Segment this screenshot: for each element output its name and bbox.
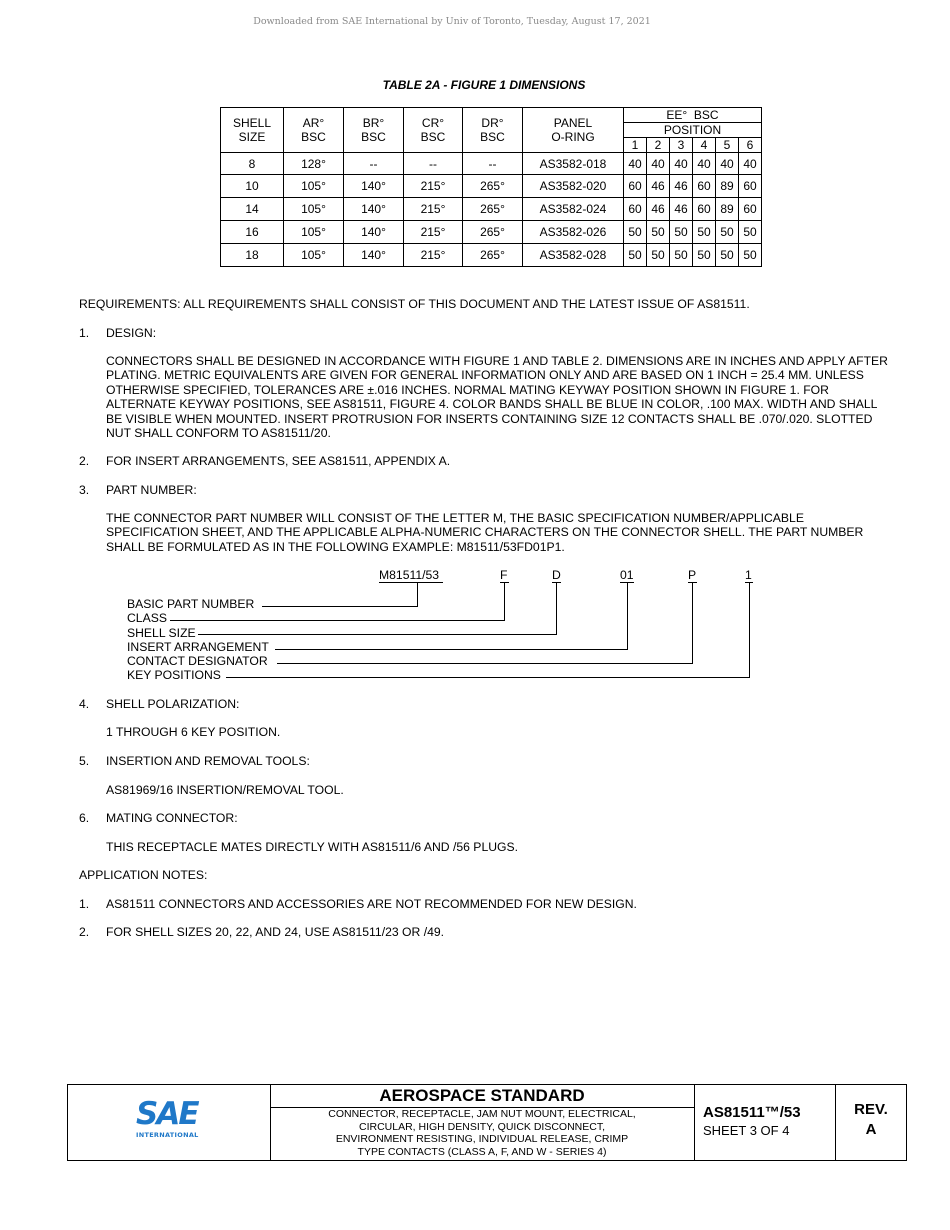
cell-ee: 60	[624, 198, 647, 221]
section-5-body: AS81969/16 INSERTION/REMOVAL TOOL.	[106, 783, 344, 797]
header-dr: DR° BSC	[463, 108, 523, 153]
revision-label: REV.	[854, 1101, 888, 1118]
cell-ar: 105°	[284, 244, 344, 267]
header-position-3: 3	[670, 138, 693, 153]
pn-segment-key: 1	[745, 568, 752, 582]
cell-br: 140°	[344, 221, 404, 244]
document-number: AS81511™/53	[703, 1104, 801, 1121]
cell-ar: 128°	[284, 153, 344, 175]
document-number-cell	[695, 1085, 836, 1160]
header-position-4: 4	[693, 138, 716, 153]
header-br: BR° BSC	[344, 108, 404, 153]
section-6-title: MATING CONNECTOR:	[106, 811, 238, 825]
cell-ee: 40	[716, 153, 739, 175]
cell-br: 140°	[344, 175, 404, 198]
cell-ee: 46	[647, 175, 670, 198]
cell-ee: 60	[739, 175, 762, 198]
note-1-text: AS81511 CONNECTORS AND ACCESSORIES ARE NOT RECOMMENDED FOR NEW DESIGN.	[106, 897, 637, 911]
requirements-statement: REQUIREMENTS: ALL REQUIREMENTS SHALL CONSIST OF THIS DOCUMENT AND THE LATEST ISSUE OF AS81511.	[79, 297, 750, 311]
pn-leader	[417, 583, 418, 606]
cell-ee: 50	[716, 221, 739, 244]
pn-leader	[198, 634, 557, 635]
cell-ee: 60	[693, 175, 716, 198]
pn-leader	[275, 649, 628, 650]
cell-ar: 105°	[284, 198, 344, 221]
header-ee-bsc: EE° BSC	[624, 108, 762, 123]
section-4-number: 4.	[79, 697, 90, 711]
standard-title: AEROSPACE STANDARD	[270, 1085, 694, 1108]
cell-ee: 50	[670, 244, 693, 267]
revision-cell	[836, 1085, 906, 1160]
cell-shell: 14	[221, 198, 284, 221]
cell-dr: --	[463, 153, 523, 175]
cell-dr: 265°	[463, 175, 523, 198]
pn-label-basic: BASIC PART NUMBER	[127, 597, 255, 611]
pn-segment-class: F	[500, 568, 508, 582]
section-6-body: THIS RECEPTACLE MATES DIRECTLY WITH AS81511/6 AND /56 PLUGS.	[106, 840, 519, 854]
cell-ee: 50	[670, 221, 693, 244]
cell-dr: 265°	[463, 244, 523, 267]
header-position-1: 1	[624, 138, 647, 153]
section-4-title: SHELL POLARIZATION:	[106, 697, 240, 711]
section-6-number: 6.	[79, 811, 90, 825]
cell-shell: 8	[221, 153, 284, 175]
pn-leader	[627, 583, 628, 649]
cell-dr: 265°	[463, 221, 523, 244]
cell-cr: --	[404, 153, 463, 175]
section-5-number: 5.	[79, 754, 90, 768]
header-position-5: 5	[716, 138, 739, 153]
cell-ee: 50	[624, 221, 647, 244]
pn-leader	[226, 677, 750, 678]
cell-ee: 50	[716, 244, 739, 267]
sae-logo	[136, 1096, 206, 1143]
cell-shell: 16	[221, 221, 284, 244]
pn-leader	[749, 583, 750, 678]
cell-ee: 50	[693, 244, 716, 267]
cell-ee: 60	[624, 175, 647, 198]
section-2-number: 2.	[79, 454, 90, 468]
cell-ee: 60	[693, 198, 716, 221]
cell-cr: 215°	[404, 198, 463, 221]
pn-underline	[379, 582, 443, 583]
sheet-number: SHEET 3 OF 4	[703, 1123, 790, 1138]
note-1-number: 1.	[79, 897, 90, 911]
cell-ee: 46	[647, 198, 670, 221]
table-row	[221, 175, 762, 198]
cell-ee: 40	[624, 153, 647, 175]
pn-leader	[556, 583, 557, 634]
pn-label-insert: INSERT ARRANGEMENT	[127, 640, 269, 654]
section-1-body: CONNECTORS SHALL BE DESIGNED IN ACCORDANCE WITH FIGURE 1 AND TABLE 2. DIMENSIONS ARE IN INCHES AND APPLY AFTER PLATING. METRIC EQUIVALENTS ARE GIVEN FOR GENERAL INFORMATION ONLY AND ARE BASED ON 1 INCH = 25.4 MM. UNLESS OTHERWISE SPECIFIED, TOLERANCES ARE ±.016 INCHES. NORMAL MATING KEYWAY POSITION SHOWN IN FIGURE 1. FOR ALTERNATE KEYWAY POSITIONS, SEE AS81511, FIGURE 4. COLOR BANDS SHALL BE BLUE IN COLOR, .100 MAX. WIDTH AND SHALL BE VISIBLE WHEN MOUNTED. INSERT PROTRUSION FOR INSERTS CONTAINING SIZE 12 CONTACTS SHALL BE .070/.020. SLOTTED NUT SHALL CONFORM TO AS81511/20.	[106, 354, 888, 441]
cell-ee: 40	[647, 153, 670, 175]
pn-leader	[262, 606, 418, 607]
cell-shell: 10	[221, 175, 284, 198]
title-cell	[270, 1085, 695, 1160]
section-3-title: PART NUMBER:	[106, 483, 197, 497]
header-ar: AR° BSC	[284, 108, 344, 153]
cell-cr: 215°	[404, 175, 463, 198]
pn-leader	[277, 663, 693, 664]
pn-label-key: KEY POSITIONS	[127, 668, 221, 682]
cell-cr: 215°	[404, 244, 463, 267]
cell-ee: 40	[693, 153, 716, 175]
table-row	[221, 153, 762, 175]
cell-ee: 89	[716, 175, 739, 198]
cell-dr: 265°	[463, 198, 523, 221]
pn-segment-basic: M81511/53	[379, 568, 440, 582]
header-panel-oring: PANEL O-RING	[523, 108, 624, 153]
cell-ee: 89	[716, 198, 739, 221]
pn-label-contact: CONTACT DESIGNATOR	[127, 654, 268, 668]
pn-leader	[504, 583, 505, 620]
pn-leader	[692, 583, 693, 663]
cell-ar: 105°	[284, 221, 344, 244]
cell-ee: 50	[693, 221, 716, 244]
table-row	[221, 244, 762, 267]
cell-panel: AS3582-018	[523, 153, 624, 175]
table-row	[221, 198, 762, 221]
cell-ee: 50	[739, 221, 762, 244]
section-4-body: 1 THROUGH 6 KEY POSITION.	[106, 725, 281, 739]
pn-segment-contact: P	[688, 568, 697, 582]
table-title: TABLE 2A - FIGURE 1 DIMENSIONS	[382, 78, 586, 92]
pn-segment-shell-size: D	[552, 568, 561, 582]
cell-ee: 40	[739, 153, 762, 175]
cell-panel: AS3582-026	[523, 221, 624, 244]
section-1-number: 1.	[79, 326, 90, 340]
title-block	[67, 1084, 907, 1161]
header-cr: CR° BSC	[404, 108, 463, 153]
table-row	[221, 221, 762, 244]
dimensions-table	[220, 107, 762, 267]
cell-br: 140°	[344, 198, 404, 221]
cell-ee: 50	[624, 244, 647, 267]
sae-logo-wordmark: SAE	[136, 1096, 198, 1132]
section-3-body: THE CONNECTOR PART NUMBER WILL CONSIST OF THE LETTER M, THE BASIC SPECIFICATION NUMBER/APPLICABLE SPECIFICATION SHEET, AND THE APPLICABLE ALPHA-NUMERIC CHARACTERS ON THE CONNECTOR SHELL. THE PART NUMBER SHALL BE FORMULATED AS IN THE FOLLOWING EXAMPLE: M81511/53FD01P1.	[106, 511, 864, 554]
section-5-title: INSERTION AND REMOVAL TOOLS:	[106, 754, 310, 768]
pn-leader	[170, 620, 505, 621]
cell-ar: 105°	[284, 175, 344, 198]
cell-shell: 18	[221, 244, 284, 267]
cell-ee: 60	[739, 198, 762, 221]
application-notes-heading: APPLICATION NOTES:	[79, 868, 208, 882]
document-description: CONNECTOR, RECEPTACLE, JAM NUT MOUNT, ELECTRICAL, CIRCULAR, HIGH DENSITY, QUICK DISCONNECT, ENVIRONMENT RESISTING, INDIVIDUAL RELEASE, CRIMP TYPE CONTACTS (CLASS A, F, AND W - SERIES 4)	[328, 1108, 636, 1158]
header-position-2: 2	[647, 138, 670, 153]
pn-label-shell-size: SHELL SIZE	[127, 626, 196, 640]
cell-ee: 50	[647, 244, 670, 267]
cell-panel: AS3582-028	[523, 244, 624, 267]
cell-ee: 50	[647, 221, 670, 244]
download-watermark: Downloaded from SAE International by Univ of Toronto, Tuesday, August 17, 2021	[253, 16, 651, 27]
section-3-number: 3.	[79, 483, 90, 497]
section-2-title: FOR INSERT ARRANGEMENTS, SEE AS81511, APPENDIX A.	[106, 454, 451, 468]
cell-ee: 46	[670, 198, 693, 221]
cell-cr: 215°	[404, 221, 463, 244]
cell-br: 140°	[344, 244, 404, 267]
cell-panel: AS3582-020	[523, 175, 624, 198]
header-position-6: 6	[739, 138, 762, 153]
pn-segment-insert: 01	[620, 568, 634, 582]
cell-ee: 50	[739, 244, 762, 267]
cell-br: --	[344, 153, 404, 175]
cell-ee: 40	[670, 153, 693, 175]
note-2-text: FOR SHELL SIZES 20, 22, AND 24, USE AS81511/23 OR /49.	[106, 925, 445, 939]
pn-label-class: CLASS	[127, 611, 167, 625]
sae-logo-sub: INTERNATIONAL	[136, 1131, 199, 1139]
header-shell-size: SHELL SIZE	[221, 108, 284, 153]
header-position: POSITION	[624, 123, 762, 138]
note-2-number: 2.	[79, 925, 90, 939]
cell-ee: 46	[670, 175, 693, 198]
section-1-title: DESIGN:	[106, 326, 157, 340]
cell-panel: AS3582-024	[523, 198, 624, 221]
logo-cell	[68, 1085, 271, 1160]
revision-value: A	[865, 1121, 877, 1138]
